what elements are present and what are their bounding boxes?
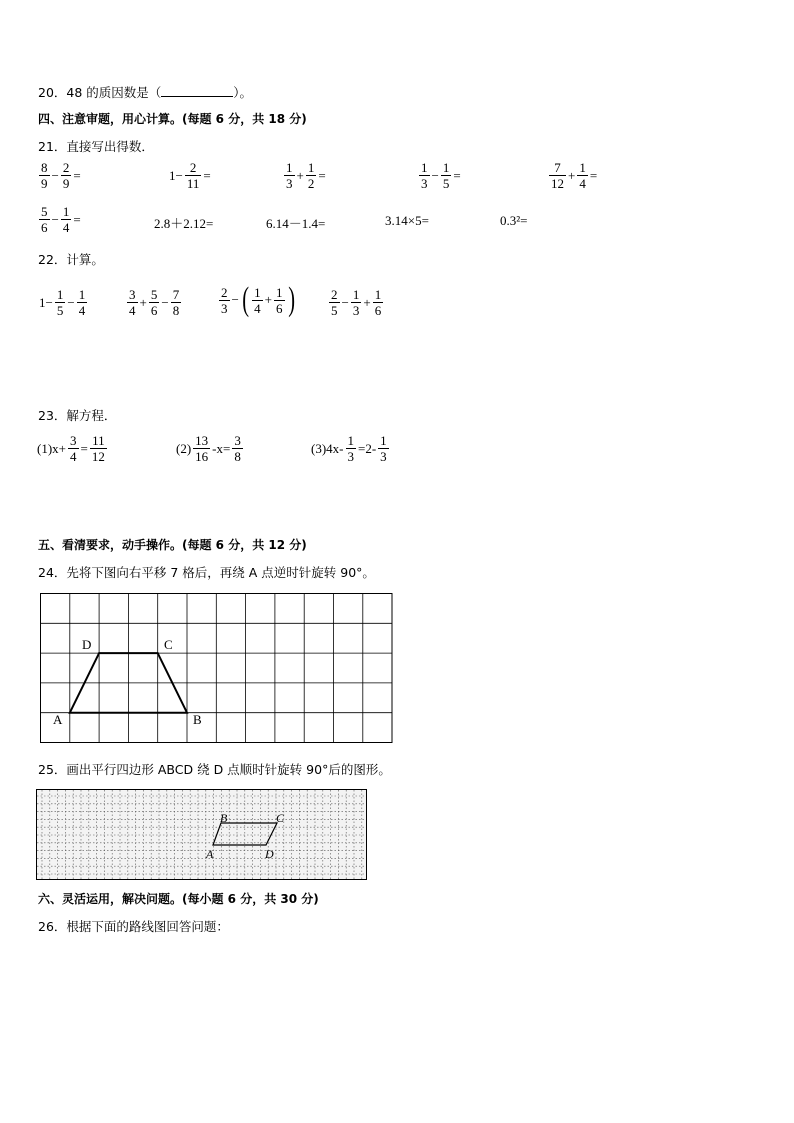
q21-item-9: 3.14×5= (385, 213, 429, 228)
label-D: D (265, 847, 274, 861)
q24-grid (41, 594, 393, 743)
label-C: C (276, 811, 285, 825)
label-B: B (193, 712, 202, 727)
q22-expr-3: $\frac{2}{3}$ −( $\frac{1}{4}$ + $\frac{1}{6}$ ) (221, 281, 295, 318)
q21-item-6: $\frac{5}{6}$ − $\frac{1}{4}$ = (41, 204, 81, 235)
label-A: A (53, 712, 63, 727)
q21-item-4: $\frac{1}{3}$ − $\frac{1}{5}$ = (421, 160, 461, 191)
q21-item-10: 0.3²= (500, 213, 528, 228)
left-paren: ( (242, 281, 249, 318)
question-20 (38, 83, 252, 101)
section-5-title: 五、看清要求，动手操作。(每题 6 分，共 12 分) (38, 538, 307, 552)
question-22-title: 22．计算。 (38, 252, 104, 267)
answer-blank[interactable] (161, 84, 233, 97)
label-B: B (220, 811, 228, 825)
q21-item-5: $\frac{7}{12}$ + $\frac{1}{4}$ = (551, 160, 598, 191)
question-26-title: 26．根据下面的路线图回答问题： (38, 919, 229, 934)
q24-grid-figure[interactable] (38, 591, 395, 745)
section-6-title: 六、灵活运用，解决问题。(每小题 6 分，共 30 分) (38, 892, 319, 906)
q22-expr-4: $\frac{2}{5}$ − $\frac{1}{3}$ + $\frac{1}{6}$ (331, 287, 382, 318)
q23-equation-1: (1)x+ $\frac{3}{4}$ = $\frac{11}{12}$ (37, 433, 105, 464)
q23-equation-2: (2) $\frac{13}{16}$ -x= $\frac{3}{8}$ (176, 433, 241, 464)
question-25-title: 25．画出平行四边形 ABCD 绕 D 点顺时针旋转 90°后的图形。 (38, 762, 391, 777)
q21-item-2: 1− $\frac{2}{11}$ = (169, 160, 211, 191)
q25-grid-figure[interactable] (36, 789, 368, 881)
question-24-title: 24．先将下图向右平移 7 格后，再绕 A 点逆时针旋转 90°。 (38, 565, 375, 580)
q21-item-3: $\frac{1}{3}$ + $\frac{1}{2}$ = (286, 160, 326, 191)
q22-expr-2: $\frac{3}{4}$ + $\frac{5}{6}$ − $\frac{7}{8}$ (129, 287, 180, 318)
question-21-title: 21．直接写出得数． (38, 139, 154, 154)
q21-item-1: $\frac{8}{9}$ − $\frac{2}{9}$ = (41, 160, 81, 191)
section-4-title: 四、注意审题，用心计算。(每题 6 分，共 18 分) (38, 112, 307, 126)
q21-item-8: 6.14－1.4= (266, 216, 326, 231)
label-D: D (82, 637, 92, 652)
q21-item-7: 2.8＋2.12= (154, 216, 214, 231)
question-23-title: 23．解方程． (38, 408, 117, 423)
label-C: C (164, 637, 173, 652)
q23-equation-3: (3)4x- $\frac{1}{3}$ =2- $\frac{1}{3}$ (311, 433, 387, 464)
q22-expr-1: 1− $\frac{1}{5}$ − $\frac{1}{4}$ (39, 287, 86, 318)
label-A: A (206, 847, 214, 861)
right-paren: ) (287, 281, 295, 318)
question-20-text: 20．48 的质因数是（ (38, 85, 162, 100)
question-20-close: ）。 (233, 85, 253, 100)
